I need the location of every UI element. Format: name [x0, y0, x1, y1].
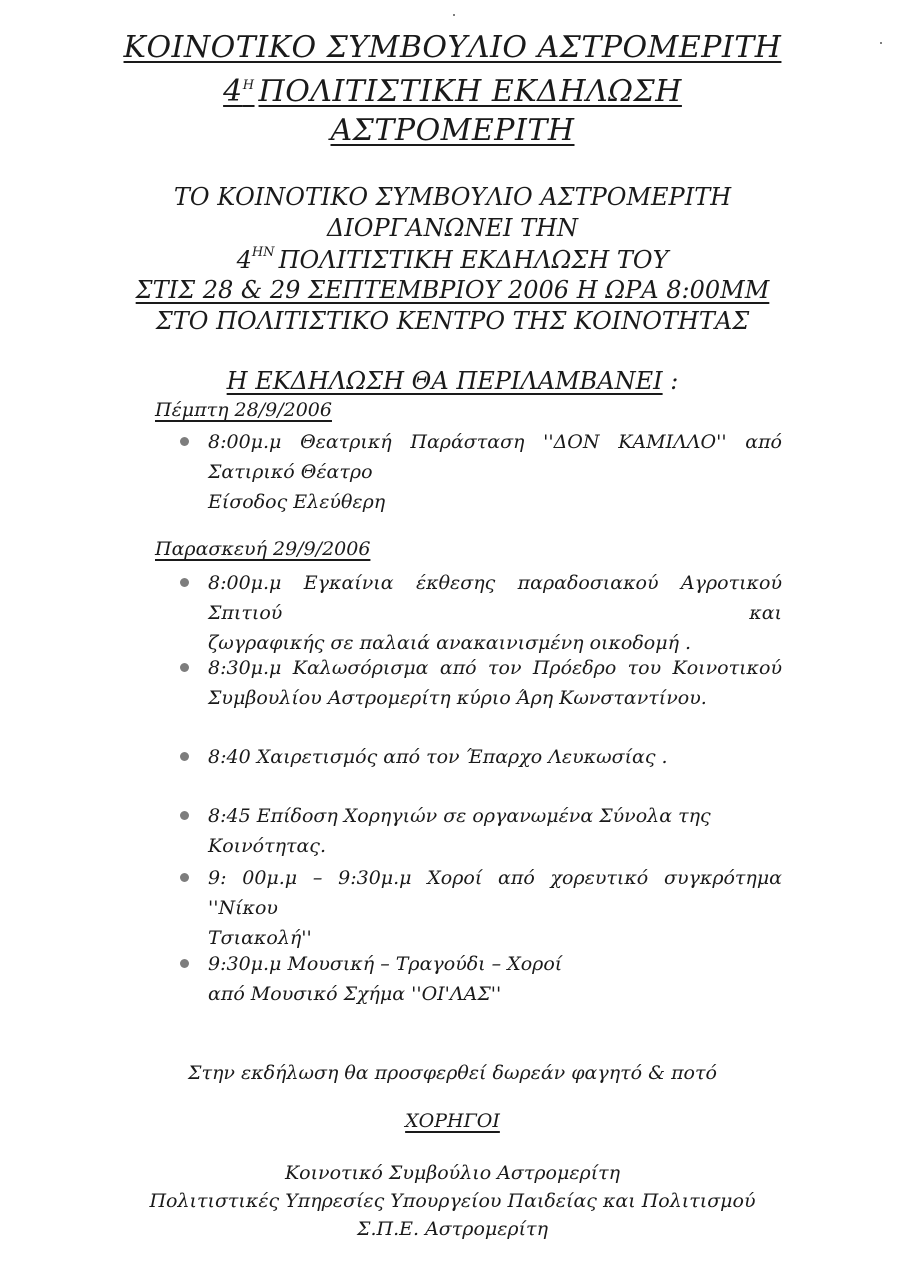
day2-item-sponsorships	[208, 801, 782, 861]
item-line: 8:45 Επίδοση Χορηγιών σε οργανωμένα Σύνολα της Κοινότητας.	[208, 805, 711, 857]
header-event-name: ΠΟΛΙΤΙΣΤΙΚΗ ΕΚΔΗΛΩΣΗ	[258, 74, 682, 109]
item-line: Τσιακολή''	[208, 927, 312, 949]
intro-event-name: ΠΟΛΙΤΙΣΤΙΚΗ ΕΚΔΗΛΩΣΗ ΤΟΥ	[278, 246, 669, 274]
food-note: Στην εκδήλωση θα προσφερθεί δωρεάν φαγητό & ποτό	[188, 1062, 717, 1084]
item-line: ζωγραφικής σε παλαιά ανακαινισμένη οικοδομή .	[208, 632, 692, 654]
header-subtitle	[0, 74, 905, 109]
bullet-icon	[180, 437, 189, 446]
item-line: 9: 00μ.μ – 9:30μ.μ Χοροί από χορευτικό συγκρότημα ''Νίκου	[208, 867, 782, 919]
day1-item-theatre	[208, 427, 782, 517]
item-line: 8:00μ.μ Εγκαίνια έκθεσης παραδοσιακού Αγροτικού Σπιτιού και	[208, 572, 782, 624]
item-line: 8:30μ.μ Καλωσόρισμα από τον Πρόεδρο του Κοινοτικού	[208, 657, 782, 679]
sponsor-ministry: Πολιτιστικές Υπηρεσίες Υπουργείου Παιδείας και Πολιτισμού	[149, 1190, 756, 1212]
intro-venue: ΣΤΟ ΠΟΛΙΤΙΣΤΙΚΟ ΚΕΝΤΡΟ ΤΗΣ ΚΟΙΝΟΤΗΤΑΣ	[155, 307, 750, 335]
item-line: Είσοδος Ελεύθερη	[208, 491, 386, 513]
intro-event	[0, 245, 905, 274]
program-heading-colon: :	[670, 367, 679, 395]
bullet-icon	[180, 959, 189, 968]
program-heading	[0, 367, 905, 395]
sponsors-heading: ΧΟΡΗΓΟΙ	[405, 1110, 500, 1132]
intro-ordinal-suffix: ΗΝ	[251, 245, 275, 260]
header-ordinal-number: 4	[223, 74, 243, 109]
item-line: 8:00μ.μ Θεατρική Παράσταση ''ΔΟΝ ΚΑΜΙΛΛΟ'' από	[208, 431, 782, 453]
bullet-icon	[180, 578, 189, 587]
intro-organizer: ΤΟ ΚΟΙΝΟΤΙΚΟ ΣΥΜΒΟΥΛΙΟ ΑΣΤΡΟΜΕΡΙΤΗ	[173, 183, 732, 211]
day1-label: Πέμπτη 28/9/2006	[155, 399, 332, 421]
scan-speck	[453, 14, 455, 16]
bullet-icon	[180, 873, 189, 882]
header-ordinal-suffix: Η	[242, 78, 255, 93]
header-location: ΑΣΤΡΟΜΕΡΙΤΗ	[330, 113, 575, 148]
day2-item-music	[208, 949, 782, 1009]
day2-item-welcome	[208, 653, 782, 713]
item-line: από Μουσικό Σχήμα ''ΟΙ'ΛΑΣ''	[208, 983, 502, 1005]
intro-date-time: ΣΤΙΣ 28 & 29 ΣΕΠΤΕΜΒΡΙΟΥ 2006 Η ΩΡΑ 8:00ΜΜ	[135, 276, 770, 304]
sponsor-community-council: Κοινοτικό Συμβούλιο Αστρομερίτη	[284, 1162, 621, 1184]
intro-organizes: ΔΙΟΡΓΑΝΩΝΕΙ ΤΗΝ	[326, 214, 579, 242]
program-heading-text: Η ΕΚΔΗΛΩΣΗ ΘΑ ΠΕΡΙΛΑΜΒΑΝΕΙ	[226, 367, 663, 395]
day2-label: Παρασκευή 29/9/2006	[155, 538, 371, 560]
day2-item-dances	[208, 863, 782, 953]
bullet-icon	[180, 811, 189, 820]
item-line: Συμβουλίου Αστρομερίτη κύριο Άρη Κωνσταντίνου.	[208, 687, 707, 709]
day2-item-exhibition	[208, 568, 782, 658]
item-line: 9:30μ.μ Μουσική – Τραγούδι – Χοροί	[208, 953, 563, 975]
header-title: ΚΟΙΝΟΤΙΚΟ ΣΥΜΒΟΥΛΙΟ ΑΣΤΡΟΜΕΡΙΤΗ	[123, 30, 782, 65]
day2-item-greeting	[208, 742, 782, 772]
bullet-icon	[180, 663, 189, 672]
sponsor-spe: Σ.Π.Ε. Αστρομερίτη	[357, 1218, 548, 1240]
bullet-icon	[180, 752, 189, 761]
item-line: Σατιρικό Θέατρο	[208, 461, 373, 483]
item-line: 8:40 Χαιρετισμός από τον Έπαρχο Λευκωσίας .	[208, 746, 668, 768]
intro-ordinal-number: 4	[236, 246, 252, 274]
